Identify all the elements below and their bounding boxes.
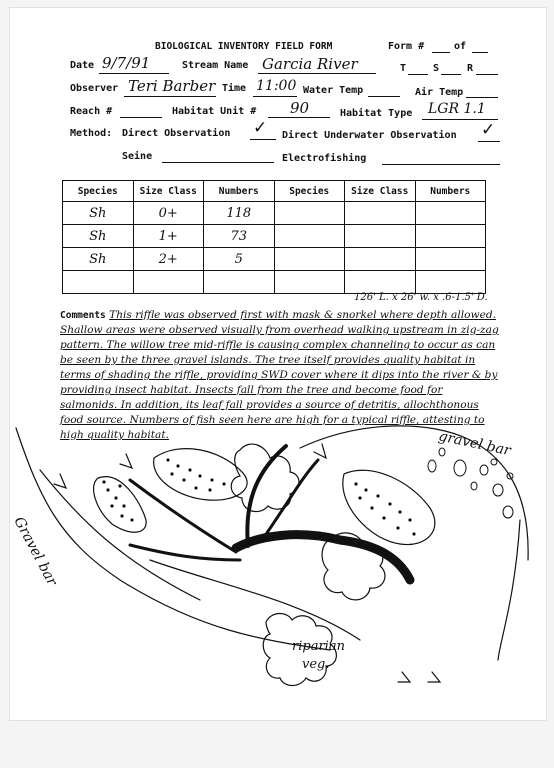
table-cell: 5: [204, 248, 275, 271]
stream-name-label: Stream Name: [182, 60, 249, 71]
table-cell: [345, 248, 416, 271]
range-line: [476, 74, 498, 75]
date-value: 9/7/91: [102, 54, 151, 72]
table-cell: Sh: [63, 225, 134, 248]
form-title: BIOLOGICAL INVENTORY FIELD FORM: [155, 41, 333, 52]
table-cell: [274, 225, 345, 248]
stream-name-value: Garcia River: [262, 55, 358, 73]
table-cell: Sh: [63, 248, 134, 271]
table-cell: [274, 248, 345, 271]
veg-label: veg.: [302, 657, 330, 672]
table-cell: 2+: [133, 248, 204, 271]
table-cell: [345, 271, 416, 294]
method-label: Method:: [70, 128, 113, 139]
habitat-type-value: LGR 1.1: [428, 101, 486, 117]
seine-label: Seine: [122, 151, 153, 162]
direct-underwater-line: [478, 141, 500, 142]
table-cell: [415, 271, 486, 294]
water-temp-line: [368, 96, 400, 97]
table-cell: 0+: [133, 202, 204, 225]
reach-line: [120, 117, 162, 118]
observer-line: [124, 96, 216, 97]
comments-text: This riffle was observed first with mask & snorkel where depth allowed. Shallow areas were observed visually from overhead walking upstream in zig-zag pattern. The willow tree mid-riffle is causing complex channeling to occur as can be seen by the three gravel islands. The tree itself provides quality habitat in terms of shading the riffle, providing SWD cover where it dips into the river & by providing insect habitat. Insects fall from the tree and become food for salmonids. In addition, its leaf fall provides a source of detritis, allochthonous food source. Numbers of fish seen here are high for a typical riffle, attesting to high quality habitat.: [60, 309, 499, 441]
of-label: of: [454, 41, 467, 52]
direct-underwater-label: Direct Underwater Observation: [282, 130, 457, 141]
gravel-bar-left-label: Gravel bar: [10, 514, 60, 589]
direct-observation-label: Direct Observation: [122, 128, 231, 139]
habitat-type-label: Habitat Type: [340, 108, 413, 119]
direct-observation-check: ✓: [253, 118, 268, 138]
section-line: [441, 74, 461, 75]
table-cell: [204, 271, 275, 294]
date-label: Date: [70, 60, 95, 71]
table-cell: [63, 271, 134, 294]
header-size-class-2: Size Class: [345, 181, 416, 202]
electrofishing-label: Electrofishing: [282, 153, 367, 164]
electrofishing-line: [382, 164, 500, 165]
table-cell: [345, 202, 416, 225]
water-temp-label: Water Temp: [303, 85, 364, 96]
inventory-table: [62, 180, 486, 294]
township-label: T: [400, 63, 407, 74]
comments-block: [60, 308, 500, 443]
time-label: Time: [222, 83, 247, 94]
form-number-line: [432, 52, 450, 53]
header-size-class: Size Class: [133, 181, 204, 202]
time-value: 11:00: [256, 78, 297, 94]
table-cell: [415, 248, 486, 271]
section-label: S: [433, 63, 440, 74]
gravel-bar-right-label: gravel bar: [437, 428, 513, 460]
table-row: [63, 248, 486, 271]
comments-label: Comments: [60, 310, 106, 321]
time-line: [253, 96, 297, 97]
table-cell: 1+: [133, 225, 204, 248]
observer-label: Observer: [70, 83, 119, 94]
table-cell: [274, 202, 345, 225]
direct-underwater-check: ✓: [481, 120, 496, 140]
header-species: Species: [63, 181, 134, 202]
observer-value: Teri Barber: [128, 77, 216, 95]
form-number-label: Form #: [388, 41, 425, 52]
date-line: [99, 73, 169, 74]
table-cell: Sh: [63, 202, 134, 225]
table-cell: [133, 271, 204, 294]
seine-line: [162, 162, 274, 163]
table-header-row: [63, 181, 486, 202]
table-cell: [345, 225, 416, 248]
table-row: [63, 271, 486, 294]
header-species-2: Species: [274, 181, 345, 202]
habitat-unit-value: 90: [290, 99, 310, 117]
header-numbers-2: Numbers: [415, 181, 486, 202]
habitat-unit-line: [268, 117, 330, 118]
table-cell: 118: [204, 202, 275, 225]
table-row: [63, 225, 486, 248]
direct-observation-line: [250, 139, 276, 140]
table-cell: 73: [204, 225, 275, 248]
riparian-label: riparian: [292, 639, 345, 654]
habitat-dimensions-note: 126' L. x 26' w. x .6-1.5' D.: [354, 292, 488, 303]
of-line: [472, 52, 488, 53]
header-numbers: Numbers: [204, 181, 275, 202]
table-cell: [274, 271, 345, 294]
stream-name-line: [258, 73, 376, 74]
range-label: R: [467, 63, 474, 74]
reach-label: Reach #: [70, 106, 113, 117]
township-line: [408, 74, 428, 75]
air-temp-line: [466, 97, 498, 98]
air-temp-label: Air Temp: [415, 87, 464, 98]
table-cell: [415, 225, 486, 248]
habitat-unit-label: Habitat Unit #: [172, 106, 257, 117]
table-cell: [415, 202, 486, 225]
table-row: [63, 202, 486, 225]
